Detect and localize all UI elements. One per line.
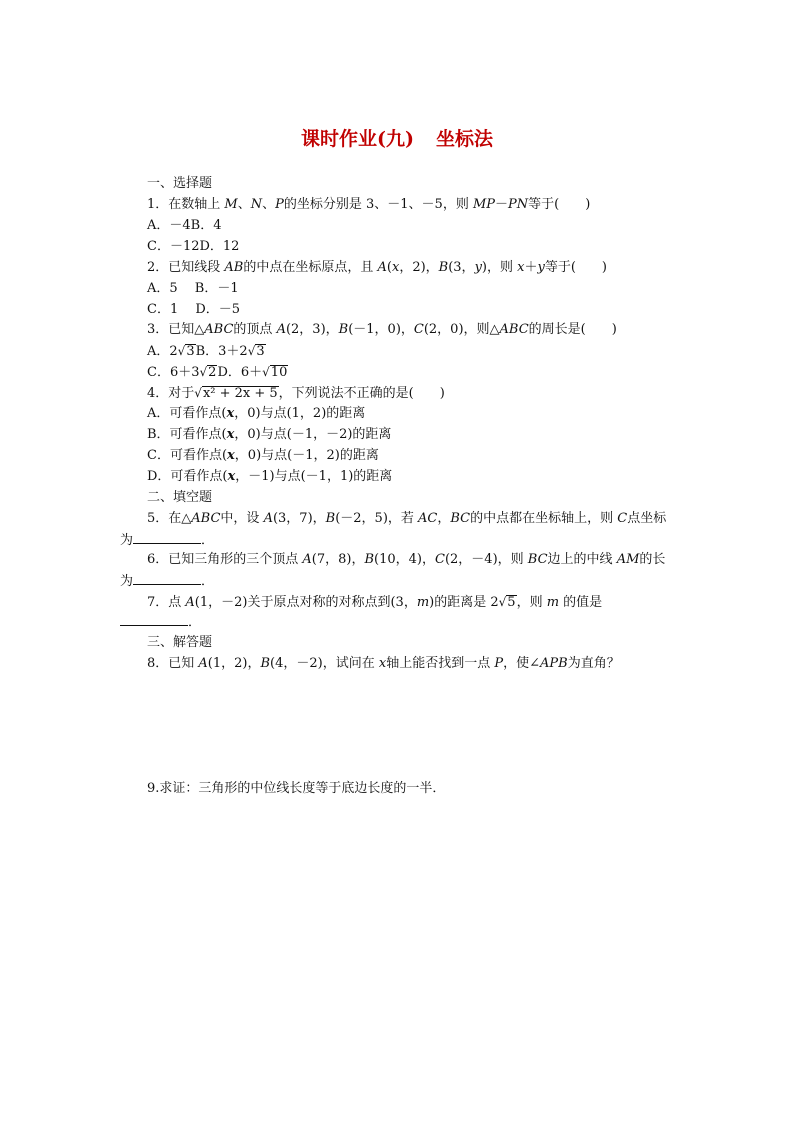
page-title <box>0 124 794 151</box>
answer-blank <box>120 614 188 626</box>
question-4-option-b: B．可看作点(x，0)与点(－1，－2)的距离 <box>147 427 392 442</box>
question-7-stem: 7．点 A(1，－2)关于原点对称的对称点到(3，m)的距离是 2 √ 5 ，则 m 的值是 <box>147 595 603 610</box>
question-4-option-c: C．可看作点(x，0)与点(－1，2)的距离 <box>147 448 379 463</box>
section-heading-choice: 一、选择题 <box>147 176 213 191</box>
question-4-stem: 4．对于 √ x² + 2x + 5 ，下列说法不正确的是( ) <box>147 386 445 401</box>
question-8-stem: 8．已知 A(1，2)，B(4，－2)，试问在 x轴上能否找到一点 P，使∠APB为直角？ <box>147 656 620 671</box>
question-2-options-ab: A．5 B．－1 <box>147 281 239 296</box>
question-5-answer-line: 为 ． <box>120 533 215 548</box>
question-9-stem: 9.求证：三角形的中位线长度等于底边长度的一半． <box>147 781 446 796</box>
question-2-options-cd: C．1 D．－5 <box>147 302 241 317</box>
question-5-stem: 5．在△ABC中，设 A(3，7)，B(－2，5)，若 AC，BC的中点都在坐标轴上，则 C点坐标 <box>147 511 667 526</box>
question-7-answer-line: ． <box>120 614 201 631</box>
title-sub: 坐标法 <box>435 128 493 150</box>
question-2-stem: 2．已知线段 AB的中点在坐标原点，且 A(x，2)，B(3，y)，则 x＋y等于( ) <box>147 260 608 275</box>
title-main: 课时作业(九) <box>301 128 414 150</box>
section-heading-solve: 三、解答题 <box>147 635 213 650</box>
question-1-options-cd: C．－12D．12 <box>147 239 240 254</box>
question-4-option-a: A．可看作点(x，0)与点(1，2)的距离 <box>147 406 366 421</box>
question-4-option-d: D．可看作点(x，－1)与点(－1，1)的距离 <box>147 469 393 484</box>
question-6-answer-line: 为 ． <box>120 574 215 589</box>
question-1-options-ab: A．－4B．4 <box>147 218 222 233</box>
question-3-options-cd: C．6＋3 √ 2 D．6＋ √ 10 <box>147 365 288 380</box>
question-6-stem: 6．已知三角形的三个顶点 A(7，8)，B(10，4)，C(2，－4)，则 BC边上的中线 AM的长 <box>147 552 666 567</box>
question-1-stem: 1．在数轴上 M、N、P的坐标分别是 3、－1、－5，则 MP－PN等于( ) <box>147 197 591 212</box>
answer-blank <box>133 532 201 544</box>
section-heading-fill: 二、填空题 <box>147 490 213 505</box>
answer-blank <box>133 573 201 585</box>
question-3-options-ab: A．2 √ 3 B．3＋2 √ 3 <box>147 344 265 359</box>
question-3-stem: 3．已知△ABC的顶点 A(2，3)，B(－1，0)，C(2，0)，则△ABC的周长是( ) <box>147 322 617 337</box>
